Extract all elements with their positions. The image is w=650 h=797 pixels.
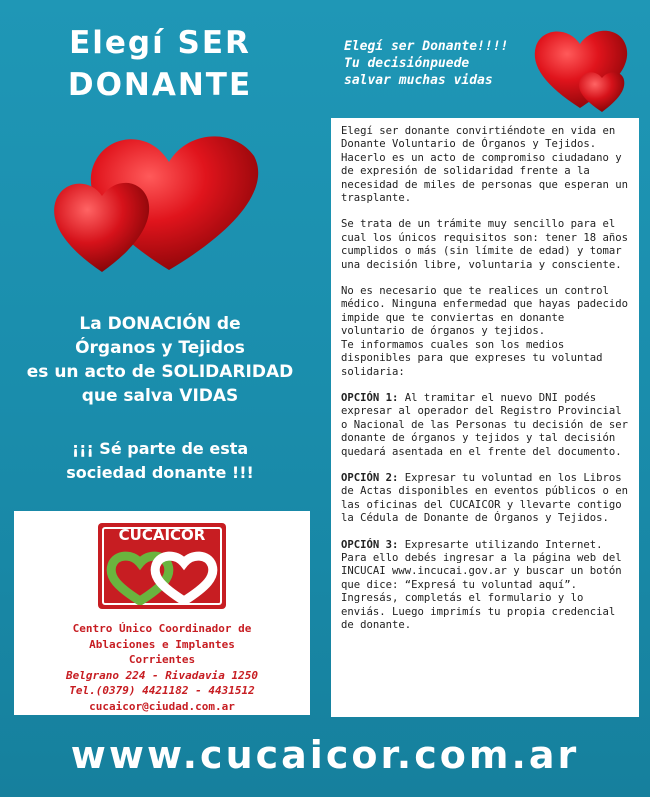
organization-info [14, 621, 310, 714]
org-address: Belgrano 224 - Rivadavia 1250 [65, 668, 259, 682]
org-phone: Tel.(0379) 4421182 - 4431512 [69, 684, 255, 697]
paragraph-means: Te informamos cuales son los medios disponibles para que expreses tu voluntad solidaria: [341, 338, 603, 378]
option-3 [341, 539, 631, 633]
slogan-line-4: que salva VIDAS [81, 386, 239, 406]
cucaicor-logo [98, 523, 226, 609]
slogan-line-1: La DONACIÓN de [79, 314, 241, 334]
tagline-line-2: Tu decisiónpuede [344, 56, 470, 71]
website-url[interactable]: www.cucaicor.com.ar [70, 733, 580, 777]
option-1-text: Al tramitar el nuevo DNI podés expresar al operador del Registro Provincial o Nacional de las Personas tu decisión de ser donante de órganos y tejidos y tal decisión quedará asentada en el frente del documento. [341, 391, 629, 458]
slogan [0, 312, 320, 408]
info-text-panel [331, 118, 639, 717]
org-city: Corrientes [128, 653, 196, 666]
option-3-text: Expresarte utilizando Internet. Para ello debés ingresar a la página web del INCUCAI www.incucai.gov.ar y buscar un botón que dice: “Expresá tu voluntad aquí”. Ingresás, completás el formulario y lo enviás. Luego imprimís tu propia credencial de donante. [341, 538, 622, 631]
cta-line-1: ¡¡¡ Sé parte de esta [71, 439, 249, 458]
tagline-line-1: Elegí ser Donante!!!! [344, 39, 509, 54]
option-1 [341, 392, 631, 459]
paragraph-medical: No es necesario que te realices un control médico. Ninguna enfermedad que hayas padecido impide que te conviertas en donante voluntario de órganos y tejidos. [341, 285, 629, 338]
logo-hearts-icon [106, 549, 218, 605]
option-3-label: OPCIÓN 3: [341, 538, 399, 551]
organization-card [14, 511, 310, 715]
header-tagline [344, 38, 508, 89]
main-title [30, 22, 290, 106]
option-2-text: Expresar tu voluntad en los Libros de Actas disponibles en eventos públicos o en las oficinas del CUCAICOR y llevarte contigo la Cédula de Donante de Órganos y Tejidos. [341, 471, 629, 525]
cta-line-2: sociedad donante !!! [66, 463, 254, 482]
title-line-1: Elegí SER [69, 25, 251, 61]
slogan-line-3: es un acto de SOLIDARIDAD [26, 362, 294, 382]
option-2-label: OPCIÓN 2: [341, 471, 399, 484]
paragraph-requirements: Se trata de un trámite muy sencillo para el cual los únicos requisitos son: tener 18 años cumplidos o más (sin límite de edad) y tomar una decisión libre, voluntaria y consciente. [341, 218, 629, 271]
slogan-line-2: Órganos y Tejidos [75, 338, 245, 358]
logo-text: CUCAICOR [118, 526, 206, 544]
tagline-line-3: salvar muchas vidas [344, 73, 493, 88]
hearts-illustration [44, 120, 274, 280]
org-email: cucaicor@ciudad.com.ar [89, 699, 235, 713]
small-heart-icon [54, 183, 149, 272]
option-2 [341, 472, 631, 526]
heart-icon [579, 72, 624, 112]
call-to-action [0, 437, 320, 485]
option-1-label: OPCIÓN 1: [341, 391, 399, 404]
org-name-2: Ablaciones e Implantes [89, 637, 235, 651]
title-line-2: DONANTE [67, 67, 253, 103]
paragraph-intro: Elegí ser donante convirtiéndote en vida en Donante Voluntario de Órganos y Tejidos. Hacerlo es un acto de compromiso ciudadano y de expresión de solidaridad frente a la necesidad de miles de personas que esperan un trasplante. [341, 125, 629, 205]
org-name-1: Centro Único Coordinador de [72, 622, 252, 635]
small-hearts-illustration [528, 22, 632, 114]
